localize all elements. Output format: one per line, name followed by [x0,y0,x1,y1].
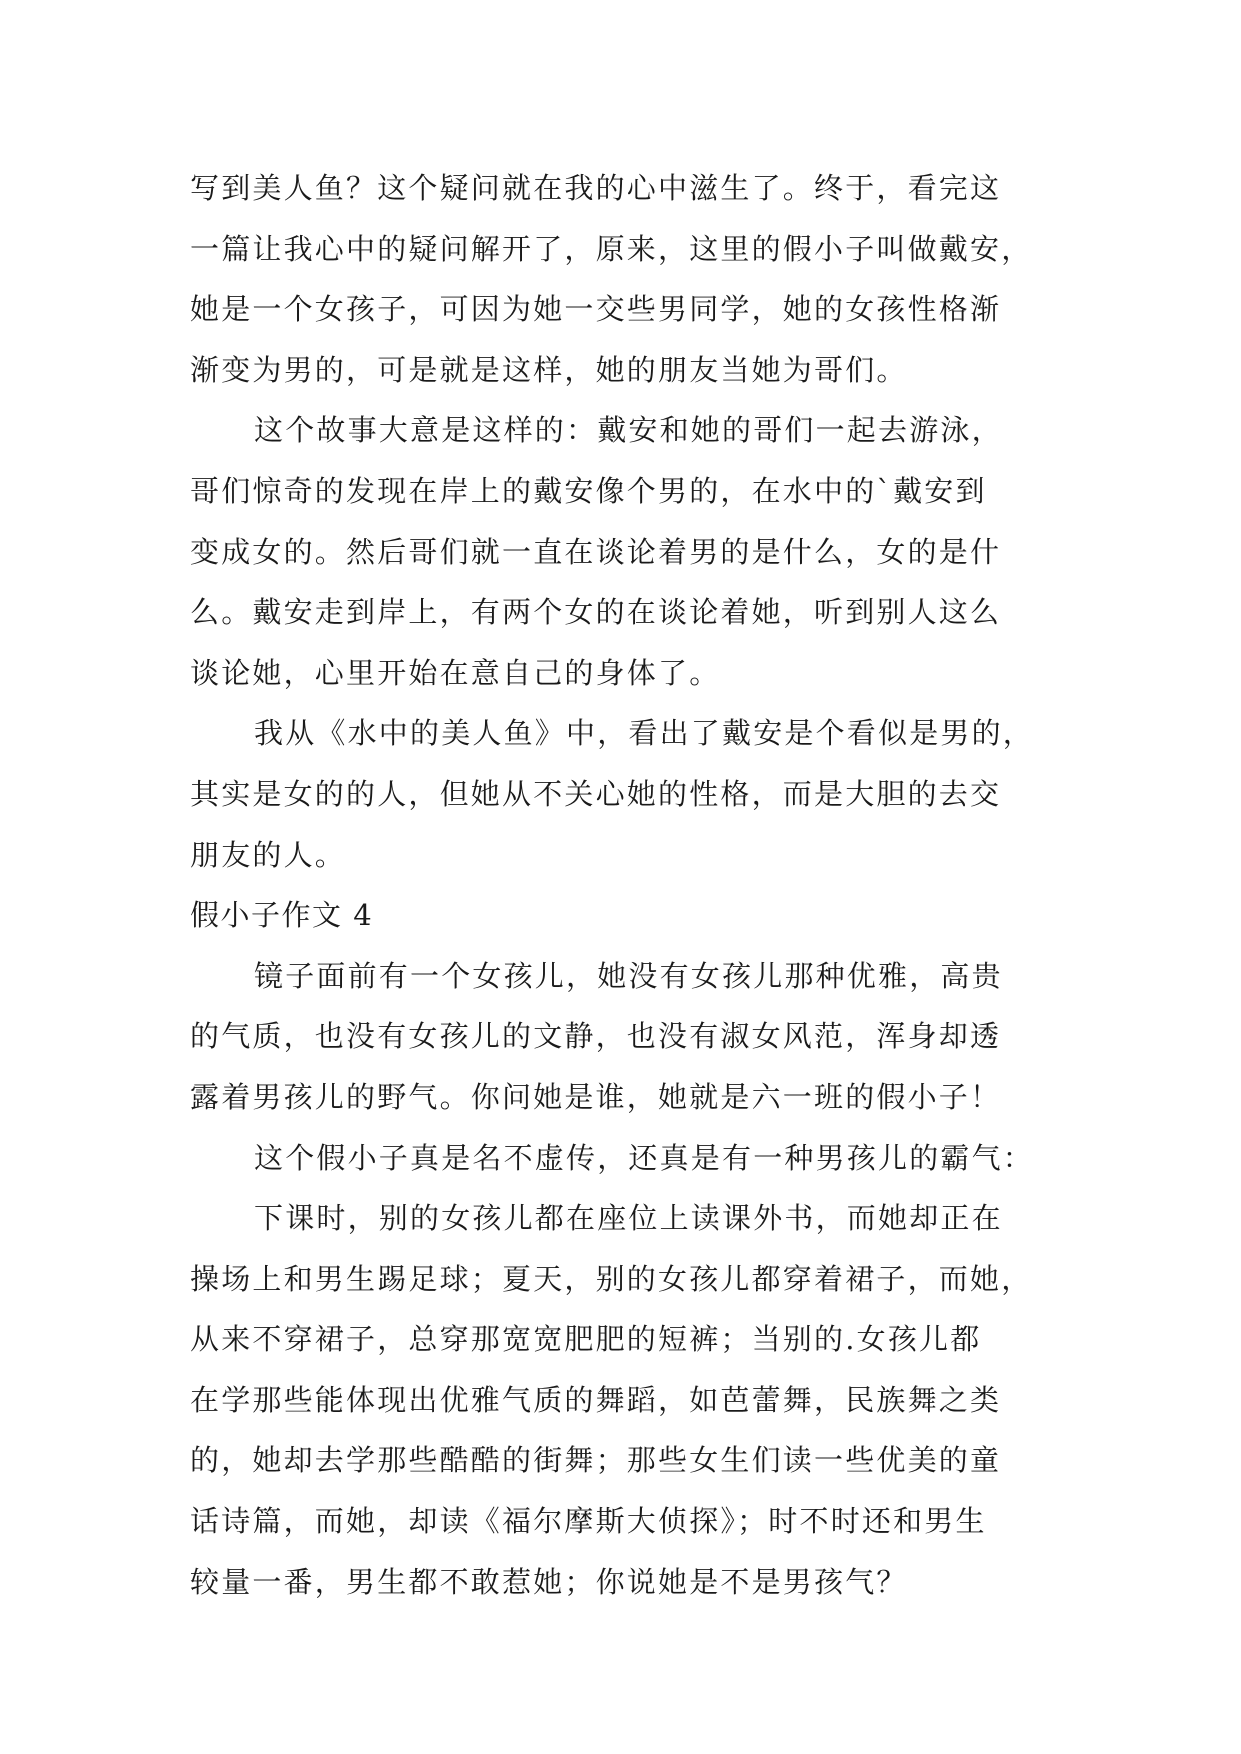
paragraph-start-line: 镜子面前有一个女孩儿，她没有女孩儿那种优雅，高贵 [254,958,1003,993]
text-line: 操场上和男生踢足球；夏天，别的女孩儿都穿着裙子，而她， [190,1261,1033,1296]
text-line: 的，她却去学那些酷酷的街舞；那些女生们读一些优美的童 [190,1443,1002,1478]
text-line: 她是一个女孩子，可因为她一交些男同学，她的女孩性格渐 [190,292,1002,327]
text-line: 渐变为男的，可是就是这样，她的朋友当她为哥们。 [190,352,908,387]
text-line: 一篇让我心中的疑问解开了，原来，这里的假小子叫做戴安， [190,231,1033,266]
document-body [190,158,1050,1612]
text-line: 较量一番，男生都不敢惹她；你说她是不是男孩气？ [190,1564,908,1599]
paragraph-start-line: 我从《水中的美人鱼》中，看出了戴安是个看似是男的， [254,716,1035,751]
text-line: 么。戴安走到岸上，有两个女的在谈论着她，听到别人这么 [190,595,1002,630]
text-line: 谈论她，心里开始在意自己的身体了。 [190,655,721,690]
text-line: 哥们惊奇的发现在岸上的戴安像个男的，在水中的`戴安到 [190,473,987,508]
section-heading: 假小子作文 4 [190,898,374,933]
text-line: 从来不穿裙子，总穿那宽宽肥肥的短裤；当别的.女孩儿都 [190,1322,982,1357]
text-line: 露着男孩儿的野气。你问她是谁，她就是六一班的假小子！ [190,1079,1002,1114]
text-line: 话诗篇，而她，却读《福尔摩斯大侦探》；时不时还和男生 [190,1504,987,1539]
text-line: 朋友的人。 [190,837,347,872]
text-line: 的气质，也没有女孩儿的文静，也没有淑女风范，浑身却透 [190,1019,1002,1054]
paragraph-start-line: 这个假小子真是名不虚传，还真是有一种男孩儿的霸气： [254,1140,1035,1175]
paragraph-start-line: 下课时，别的女孩儿都在座位上读课外书，而她却正在 [254,1201,1003,1236]
text-line: 在学那些能体现出优雅气质的舞蹈，如芭蕾舞，民族舞之类 [190,1382,1002,1417]
text-line: 变成女的。然后哥们就一直在谈论着男的是什么，女的是什 [190,534,1002,569]
text-line: 写到美人鱼？这个疑问就在我的心中滋生了。终于，看完这 [190,171,1002,205]
text-line: 其实是女的的人，但她从不关心她的性格，而是大胆的去交 [190,776,1002,811]
paragraph-start-line: 这个故事大意是这样的：戴安和她的哥们一起去游泳， [254,413,1003,448]
